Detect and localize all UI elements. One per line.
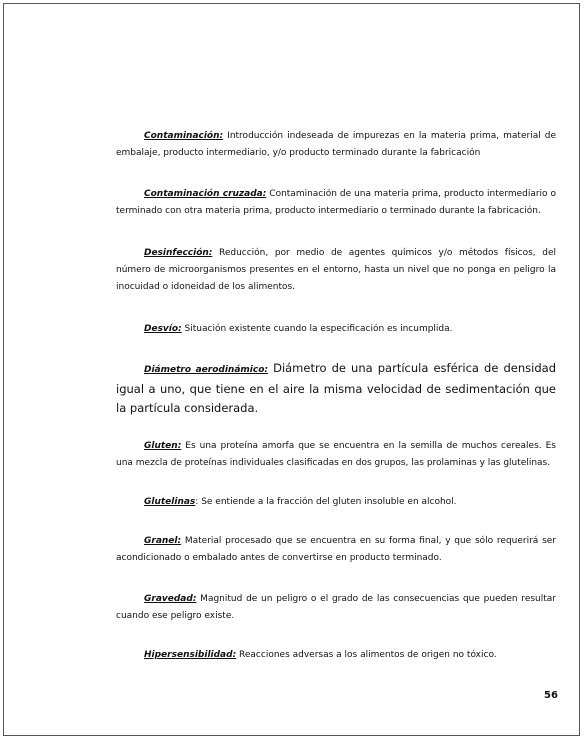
glossary-entry (116, 186, 556, 220)
entry-definition: Contaminación de una materia prima, producto intermediario o terminado con otra materia prima, producto intermediario o terminado durante la fabricación. (116, 189, 557, 216)
entry-term: Granel: (144, 536, 182, 546)
glossary-entry (116, 321, 556, 338)
entry-term: Gluten: (144, 441, 182, 451)
entry-definition: : Se entiende a la fracción del gluten insoluble en alcohol. (195, 497, 457, 507)
entry-definition: Introducción indeseada de impurezas en la materia prima, material de embalaje, producto intermediario, y/o producto terminado durante la fabricación (116, 131, 556, 158)
glossary-entry (116, 128, 556, 162)
entry-term: Hipersensibilidad: (144, 650, 237, 660)
entry-term: Desinfección: (144, 248, 213, 258)
glossary-entry (116, 245, 556, 296)
entry-term: Contaminación: (144, 131, 224, 141)
entry-definition: Es una proteína amorfa que se encuentra en la semilla de muchos cereales. Es una mezcla de proteínas individuales clasificadas en dos grupos, las prolaminas y las glutelinas. (116, 441, 556, 468)
entry-term: Diámetro aerodinámico: (144, 365, 268, 375)
entry-term: Gravedad: (144, 594, 197, 604)
document-page (3, 3, 580, 736)
glossary-entry (116, 494, 556, 511)
glossary-entry (116, 438, 556, 472)
entry-definition: Magnitud de un peligro o el grado de las consecuencias que pueden resultar cuando ese peligro existe. (116, 594, 556, 621)
entry-term: Contaminación cruzada: (144, 189, 267, 199)
page-number: 56 (544, 690, 558, 701)
entry-definition: Material procesado que se encuentra en su forma final, y que sólo requerirá ser acondicionado o embalado antes de convertirse en producto terminado. (116, 536, 556, 563)
glossary-entry (116, 647, 556, 664)
glossary-entry (116, 359, 556, 418)
entry-term: Desvío: (144, 324, 182, 334)
glossary-entry (116, 533, 556, 567)
entry-definition: Diámetro de una partícula esférica de densidad igual a uno, que tiene en el aire la misma velocidad de sedimentación que la partícula considerada. (116, 361, 556, 415)
glossary-content (116, 128, 556, 664)
entry-definition: Reacciones adversas a los alimentos de origen no tóxico. (236, 650, 497, 660)
entry-definition: Reducción, por medio de agentes químicos y/o métodos físicos, del número de microorganismos presentes en el entorno, hasta un nivel que no ponga en peligro la inocuidad o idoneidad de los alimentos. (116, 248, 556, 292)
glossary-entry (116, 591, 556, 625)
entry-term: Glutelinas (144, 497, 196, 507)
entry-definition: Situación existente cuando la especificación es incumplida. (181, 324, 453, 334)
